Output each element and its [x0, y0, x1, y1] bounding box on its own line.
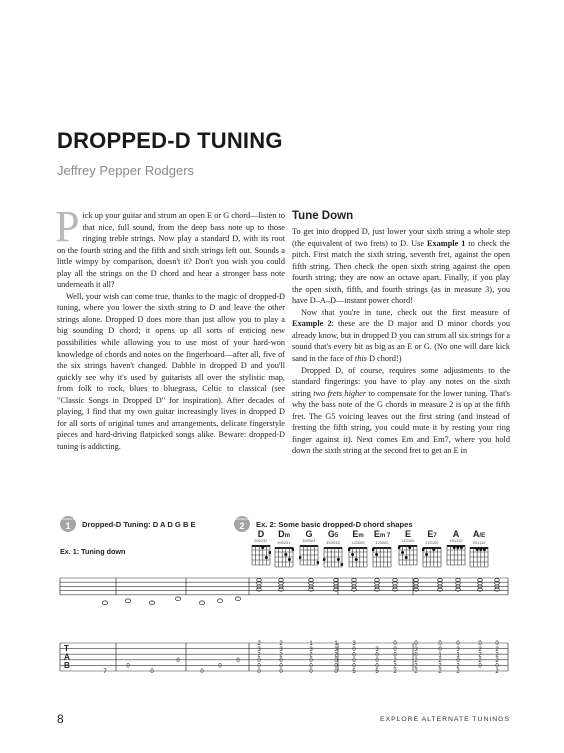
tab-fret-number: 2: [495, 669, 499, 676]
tab-fret-number: 0: [309, 663, 313, 670]
chord-name: Em 7: [373, 529, 391, 539]
tab-clef: [64, 644, 70, 670]
tab-fret-number: 0: [279, 663, 283, 670]
tab-fret-number: 2: [393, 669, 397, 676]
tab-fret-number: 7: [103, 669, 107, 676]
article-author: Jeffrey Pepper Rodgers: [57, 163, 195, 178]
tab-fret-number: 0: [126, 663, 130, 670]
tab-fret-number: 2: [438, 658, 442, 664]
tab-fret-number: 0: [257, 663, 261, 670]
tab-fret-number: 1: [309, 641, 313, 648]
tab-fret-number: 2: [279, 641, 283, 648]
chord-fingering: X01110: [449, 539, 463, 543]
badge-number: 2: [239, 521, 245, 531]
tab-fret-number: 0: [200, 669, 204, 676]
tab-fret-number: 5: [375, 669, 379, 676]
tab-fret-number: 2: [456, 669, 460, 676]
chord-fingering: 120100: [425, 541, 439, 545]
chord-name: E: [404, 529, 411, 539]
tab-fret-number: 0: [375, 652, 379, 659]
article-title: DROPPED-D TUNING: [57, 128, 283, 153]
tab-fret-number: 0: [456, 641, 460, 648]
tab-fret-number: 0: [352, 658, 356, 664]
tab-fret-number: 0: [309, 658, 313, 664]
chord-fingering: 123100: [401, 539, 415, 543]
tab-fret-number: 0: [257, 658, 261, 664]
note-head: [352, 578, 357, 581]
tab-fret-number: 0: [414, 641, 418, 648]
page-number: 8: [57, 712, 64, 726]
badge-label: EXAMPLE: [60, 517, 76, 521]
example-2-heading: Ex. 2: Some basic dropped-D chord shapes: [256, 520, 413, 529]
badge-label: EXAMPLE: [234, 517, 250, 521]
tab-clef-letter: A: [64, 652, 70, 662]
intro-text: ick up your guitar and strum an open E or G chord—listen to that nice, full sound, from the deep bass note up to those ringing treble strings. Now play a standard D, with its root on the fourth string and the fifth and sixth strings left out. Sounds a little wimpy by comparison, doesn't it? Don't you wish you could play all the strings on the D chord and hear a stronger bass note underneath it all?: [57, 211, 285, 290]
tab-fret-number: 2: [478, 658, 482, 664]
emphasis: two frets higher: [313, 388, 367, 398]
note-head: [334, 578, 339, 581]
tab-fret-number: 2: [478, 646, 482, 653]
note-head: [393, 578, 398, 581]
tab-fret-number: 0: [456, 658, 460, 664]
tab-fret-number: 5: [352, 669, 356, 676]
note-head: [217, 599, 222, 603]
tab-fret-number: 3: [279, 646, 283, 653]
chord-name: Em: [352, 529, 364, 539]
note-head: [495, 578, 500, 581]
tab-fret-number: 0: [495, 663, 499, 670]
chord-fingering: 000231: [277, 541, 291, 545]
chord-fingering: 300004: [302, 539, 316, 543]
section-heading: Tune Down: [292, 210, 354, 222]
tab-fret-number: 3: [352, 641, 356, 648]
note-head: [257, 578, 262, 581]
tab-fret-number: 2: [456, 663, 460, 670]
tab-fret-number: 0: [334, 663, 338, 670]
text-run: To get into dropped D, just lower your sixth string a whole step (the equivalent of two frets) to D. Use: [292, 227, 510, 248]
note-head: [149, 601, 154, 605]
tuning-notes: D A D G B E: [152, 520, 196, 529]
chord-name: A: [452, 529, 460, 539]
emphasis: this: [354, 354, 367, 364]
tab-fret-number: 2: [438, 663, 442, 670]
tab-fret-number: 0: [309, 669, 313, 676]
tab-fret-number: 0: [334, 658, 338, 664]
example-ref: Example 2: [292, 319, 332, 329]
chord-fingering: 123000: [351, 541, 365, 545]
text-run: : these are the D major and D minor chords you already know, but in dropped D you can strum all six strings for a sound that's every bit as big as an E or G. (No one will dare kick sand in the face of: [292, 319, 510, 364]
example-1-subheading: Ex. 1: Tuning down: [60, 547, 126, 556]
tab-fret-number: 0: [495, 641, 499, 648]
body-paragraph: Well, your wish can come true, thanks to the magic of dropped-D tuning, where you lower the sixth string to D and leave the other strings alone. Dropped D does more than just allow you to play a big sounding D chord; it opens up all sorts of enticing new possibilities while allowing you to use most of your hard-won knowledge of chords and notes on the fingerboard—after all, five of the six strings haven't changed. Dabble in dropped D and you'll quickly see why it's used by guitarists all over the stylistic map, from folk to rock, blues to bluegrass, Celtic to classical (see "Classic Songs in Dropped D" for inspiration). After decades of playing, I find that my own guitar increasingly lives in dropped D for all sorts of original tunes and arrangements, delicate fingerstyle pieces and hard-driving flatpicked songs alike. Beware: dropped-D tuning is addicting.: [57, 291, 285, 451]
chord-fingering: 3X0034: [326, 541, 340, 545]
tab-fret-number: 2: [478, 652, 482, 659]
text-run: to check the pitch. First match the sixth string, seventh fret, against the open fifth string. Then check the open sixth string against the open fourth string; they are now an octave apart. Finally, if you play the open sixth, fifth, and fourth strings (as in measure 3), you have D–A–D—instant power chord!: [292, 238, 510, 306]
tab-fret-number: 0: [478, 663, 482, 670]
chord-fingering: 120000: [375, 541, 389, 545]
tab-fret-number: 2: [495, 652, 499, 659]
tab-fret-number: 0: [414, 652, 418, 659]
tab-fret-number: 0: [257, 669, 261, 676]
tab-fret-number: 0: [279, 669, 283, 676]
text-run: to compensate for the lower tuning. That's why the bass note of the G chords in measure 2 is up at the fifth fret. The G5 voicing leaves out the first string (and instead of fretting the fifth string, you could mute it by resting your ring finger against it). Next comes Em and Em7, where you hold down the sixth string at the second fret to get an E in: [292, 388, 510, 456]
note-head: [414, 578, 419, 581]
running-footer: EXPLORE ALTERNATE TUNINGS: [380, 716, 510, 723]
tab-fret-number: 2: [309, 652, 313, 659]
chord-name: A/E: [472, 529, 486, 539]
chord-suffix: /E: [479, 533, 486, 539]
tab-fret-number: 0: [236, 658, 240, 664]
text-run: D chord!): [366, 354, 402, 364]
note-head: [456, 578, 461, 581]
tab-clef-letter: T: [64, 644, 69, 653]
tab-notes: [103, 641, 499, 675]
chord-suffix: m: [284, 533, 290, 539]
chord-fingering: 000132: [254, 539, 268, 543]
chord-suffix: 7: [433, 533, 437, 539]
tab-fret-number: 0: [176, 658, 180, 664]
chord-name: G5: [327, 529, 339, 539]
note-head: [438, 578, 443, 581]
tab-fret-number: 2: [393, 658, 397, 664]
tab-fret-number: 2: [257, 641, 261, 648]
chord-suffix: m 7: [379, 533, 391, 539]
note-head: [279, 578, 284, 581]
chord-fingering: X01110: [472, 541, 486, 545]
tab-fret-number: 0: [150, 669, 154, 676]
note-head: [309, 578, 314, 581]
tab-fret-number: 2: [495, 658, 499, 664]
tab-fret-number: 1: [456, 652, 460, 659]
tab-fret-number: 0: [352, 646, 356, 653]
tab-fret-number: 3: [257, 646, 261, 653]
tab-fret-number: 0: [393, 646, 397, 653]
chord-name: E7: [427, 529, 437, 539]
tab-fret-number: 2: [414, 658, 418, 664]
note-head: [199, 601, 204, 605]
tab-fret-number: 0: [375, 663, 379, 670]
tab-fret-number: 0: [279, 658, 283, 664]
example-ref: Example 1: [426, 238, 466, 248]
tab-fret-number: 2: [393, 663, 397, 670]
heading-text: Dropped-D Tuning:: [82, 520, 153, 529]
chord-suffix: 5: [334, 533, 339, 539]
tab-fret-number: 1: [438, 652, 442, 659]
tab-fret-number: 3: [334, 646, 338, 653]
tab-fret-number: 2: [334, 652, 338, 659]
tab-fret-number: 0: [334, 669, 338, 676]
note-head: [125, 599, 130, 603]
text-run: Now that you're in tune, check out the first measure of: [301, 307, 510, 317]
text-run: Dropped D, of course, requires some adjustments to the standard fingerings: you have to play any notes on the sixth string: [292, 365, 510, 398]
tab-fret-number: 0: [352, 663, 356, 670]
chord-name: D: [257, 529, 265, 539]
drop-cap: P: [55, 202, 80, 251]
tab-fret-number: 0: [393, 641, 397, 648]
tab-fret-number: 2: [414, 669, 418, 676]
note-head: [175, 597, 180, 601]
note-head: [375, 578, 380, 581]
tab-fret-number: 2: [279, 652, 283, 659]
note-head: [102, 601, 107, 605]
tab-fret-number: 0: [375, 658, 379, 664]
staff-lines: [60, 578, 508, 595]
tab-fret-number: 2: [495, 646, 499, 653]
tab-clef-letter: B: [64, 661, 70, 670]
tab-fret-number: 3: [456, 646, 460, 653]
chord-name: Dm: [278, 529, 290, 539]
tab-fret-number: 3: [375, 646, 379, 653]
tab-fret-number: 0: [393, 652, 397, 659]
tab-fret-number: 0: [438, 641, 442, 648]
tab-fret-number: 2: [257, 652, 261, 659]
note-head: [235, 597, 240, 601]
tab-fret-number: 2: [438, 669, 442, 676]
tab-fret-number: 1: [334, 641, 338, 648]
tab-fret-number: 0: [438, 646, 442, 653]
note-head: [478, 578, 483, 581]
tab-fret-number: 3: [309, 646, 313, 653]
tab-fret-number: 0: [352, 652, 356, 659]
tab-fret-number: 0: [218, 663, 222, 670]
chord-suffix: m: [358, 533, 364, 539]
badge-number: 1: [65, 521, 71, 531]
tab-fret-number: 3: [414, 646, 418, 653]
tab-fret-number: 0: [478, 641, 482, 648]
tab-fret-number: 2: [414, 663, 418, 670]
chord-name: G: [305, 529, 313, 539]
